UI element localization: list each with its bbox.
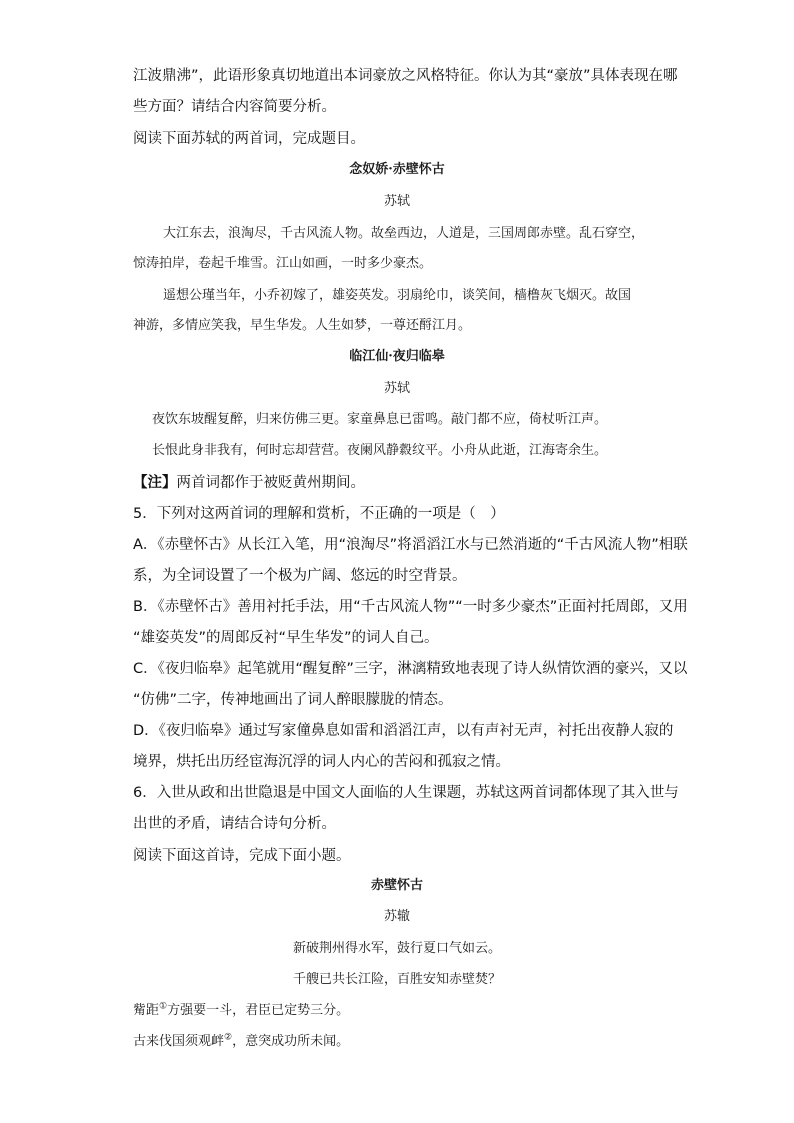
q5-option-a-line-2: 系，为全词设置了一个极为广阔、悠远的时空背景。: [133, 568, 467, 584]
q4-tail-line-2: 些方面？请结合内容简要分析。: [133, 99, 336, 115]
poem1-author: 苏轼: [383, 194, 410, 209]
poem3-line-3: [133, 1002, 349, 1020]
q5-option-d-line-1: D．《夜归临皋》通过写家僮鼻息如雷和滔滔江声，以有声衬无声，衬托出夜静人寂的: [133, 723, 674, 739]
poem3-line-1: 新破荆州得水军，鼓行夏口气如云。: [292, 941, 501, 956]
poem3-title: 赤壁怀古: [370, 878, 423, 893]
q5-option-d-line-2: 境界，烘托出历经宦海沉浮的词人内心的苦闷和孤寂之情。: [133, 754, 510, 770]
poem3-line-4: [133, 1033, 349, 1051]
poem1-line-4: 神游，多情应笑我，早生华发。人生如梦，一尊还酹江月。: [133, 318, 472, 333]
poem3-line-3-start: 觜距: [133, 1003, 160, 1018]
poem1-title: 念奴娇·赤壁怀古: [349, 162, 445, 177]
poem2-title: 临江仙·夜归临皋: [349, 349, 445, 364]
footnote-marker-2: ②: [224, 1032, 233, 1043]
q6-line-2: 出世的矛盾，请结合诗句分析。: [133, 816, 336, 832]
reading-intro-2: 阅读下面这首诗，完成下面小题。: [133, 848, 351, 864]
poem1-line-3: 遥想公瑾当年，小乔初嫁了，雄姿英发。羽扇纶巾，谈笑间，樯橹灰飞烟灭。故国: [163, 288, 632, 303]
note-tag: 【注】: [133, 475, 177, 491]
q5-option-c-line-1: C．《夜归临皋》起笔就用“醒复醉”三字，淋漓精致地表现了诗人纵情饮酒的豪兴，又以: [133, 661, 688, 677]
poem2-author: 苏轼: [383, 381, 410, 396]
q5-option-b-line-2: “雄姿英发”的周郎反衬“早生华发”的词人自己。: [133, 630, 439, 646]
poem3-line-4-end: ，意突成功所未闻。: [232, 1034, 350, 1049]
poem3-author: 苏辙: [383, 909, 410, 924]
q5-option-b-line-1: B．《赤壁怀古》善用衬托手法，用“千古风流人物”“一时多少豪杰”正面衬托周郎，又用: [133, 599, 688, 615]
q6-line-1: 6．入世从政和出世隐退是中国文人面临的人生课题，苏轼这两首词都体现了其入世与: [133, 785, 679, 801]
q5-option-c-line-2: “仿佛”二字，传神地画出了词人醉眼朦胧的情态。: [133, 692, 453, 708]
poem2-line-2: 长恨此身非我有，何时忘却营营。夜阑风静縠纹平。小舟从此逝，江海寄余生。: [152, 443, 608, 458]
q5-stem: 5．下列对这两首词的理解和赏析，不正确的一项是（ ）: [133, 506, 505, 522]
footnote-marker-1: ①: [159, 1001, 168, 1012]
poem3-line-3-end: 方强要一斗，君臣已定势三分。: [167, 1003, 350, 1018]
poem1-line-2: 惊涛拍岸，卷起千堆雪。江山如画，一时多少豪杰。: [133, 256, 433, 271]
poem2-line-1: 夜饮东坡醒复醉，归来仿佛三更。家童鼻息已雷鸣。敲门都不应，倚杖听江声。: [152, 412, 608, 427]
q4-tail-line-1: 江波鼎沸”，此语形象真切地道出本词豪放之风格特征。你认为其“豪放”具体表现在哪: [133, 68, 678, 84]
note: [133, 473, 663, 493]
q5-option-a-line-1: A．《赤壁怀古》从长江入笔，用“浪淘尽”将滔滔江水与已然消逝的“千古风流人物”相联: [133, 537, 688, 553]
poem3-line-4-start: 古来伐国须观衅: [133, 1034, 225, 1049]
poem1-line-1: 大江东去，浪淘尽，千古风流人物。故垒西边，人道是，三国周郎赤壁。乱石穿空，: [163, 226, 645, 241]
reading-intro-1: 阅读下面苏轼的两首词，完成题目。: [133, 131, 365, 147]
note-text: 两首词都作于被贬黄州期间。: [176, 475, 365, 491]
poem3-line-2: 千艘已共长江险，百胜安知赤壁焚？: [292, 972, 501, 987]
